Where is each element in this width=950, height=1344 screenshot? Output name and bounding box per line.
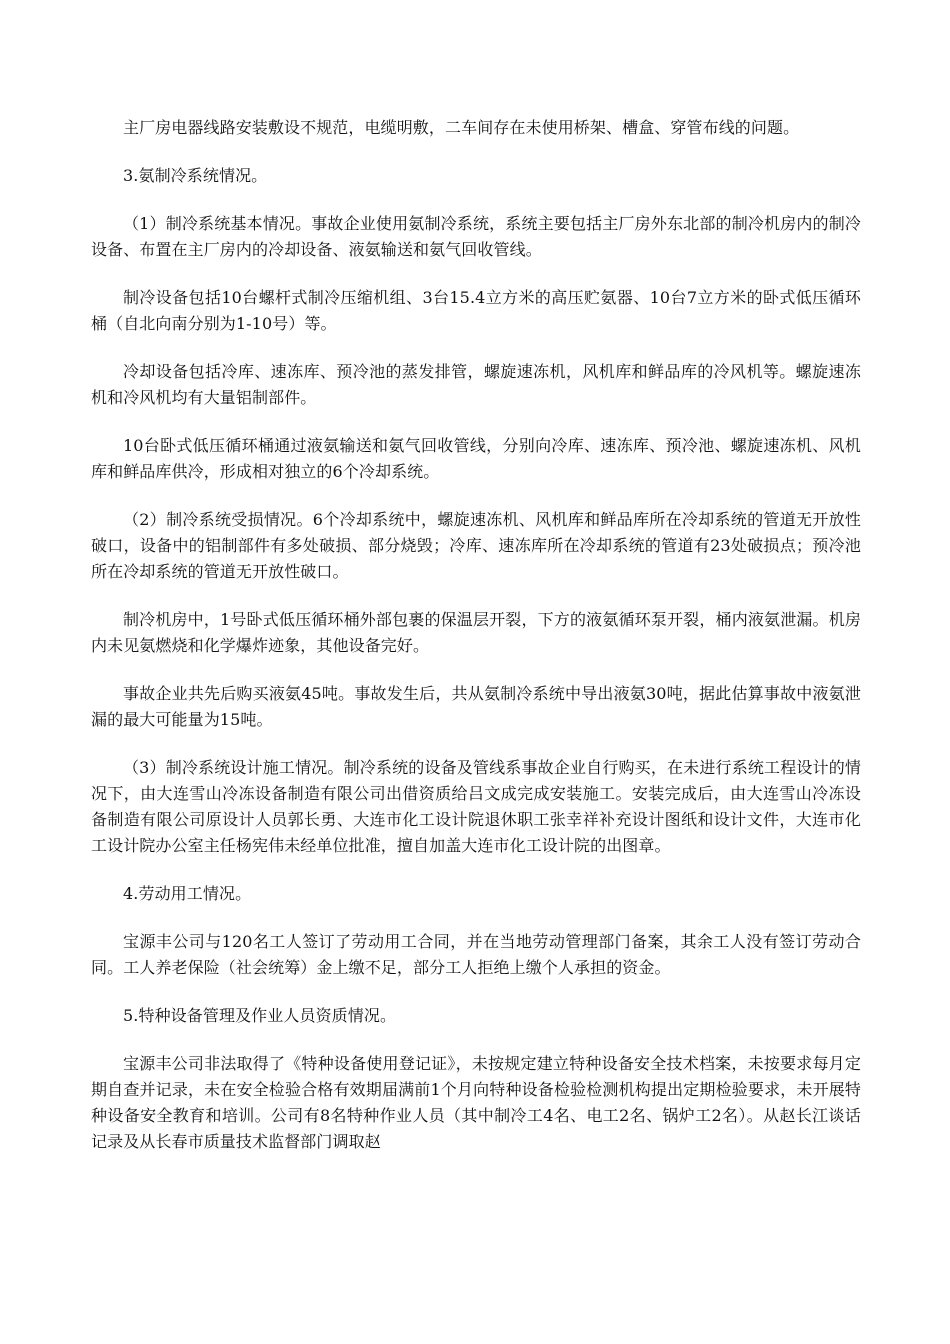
section-heading-special-equipment: 5.特种设备管理及作业人员资质情况。 (123, 1006, 397, 1025)
paragraph-wiring-issue: 主厂房电器线路安装敷设不规范，电缆明敷，二车间存在未使用桥架、槽盒、穿管布线的问题。 (123, 118, 800, 137)
paragraph-machine-room: 制冷机房中，1号卧式低压循环桶外部包裹的保温层开裂，下方的液氨循环泵开裂，桶内液氨泄漏。机房内未见氨燃烧和化学爆炸迹象，其他设备完好。 (91, 610, 861, 655)
paragraph-design-construction: （3）制冷系统设计施工情况。制冷系统的设备及管线系事故企业自行购买，在未进行系统工程设计的情况下，由大连雪山冷冻设备制造有限公司出借资质给吕文成完成安装施工。安装完成后，由大连雪山冷冻设备制造有限公司原设计人员郭长勇、大连市化工设计院退休职工张幸祥补充设计图纸和设计文件，大连市化工设计院办公室主任杨宪伟未经单位批准，擅自加盖大连市化工设计院的出图章。 (91, 758, 861, 855)
paragraph-special-equipment: 宝源丰公司非法取得了《特种设备使用登记证》，未按规定建立特种设备安全技术档案，未按要求每月定期自查并记录，未在安全检验合格有效期届满前1个月向特种设备检验检测机构提出定期检验要求，未开展特种设备安全教育和培训。公司有8名特种作业人员（其中制冷工4名、电工2名、锅炉工2名）。从赵长江谈话记录及从长春市质量技术监督部门调取赵 (91, 1054, 861, 1151)
section-heading-labor: 4.劳动用工情况。 (123, 884, 252, 903)
paragraph-ammonia-leak-estimate: 事故企业共先后购买液氨45吨。事故发生后，共从氨制冷系统中导出液氨30吨，据此估算事故中液氨泄漏的最大可能量为15吨。 (91, 684, 861, 729)
paragraph-cooling-equipment: 冷却设备包括冷库、速冻库、预冷池的蒸发排管，螺旋速冻机，风机库和鲜品库的冷风机等。螺旋速冻机和冷风机均有大量铝制部件。 (91, 362, 861, 407)
paragraph-refrigeration-basic: （1）制冷系统基本情况。事故企业使用氨制冷系统，系统主要包括主厂房外东北部的制冷机房内的制冷设备、布置在主厂房内的冷却设备、液氨输送和氨气回收管线。 (91, 214, 861, 259)
document-body (91, 115, 861, 1177)
section-heading-ammonia-refrigeration: 3.氨制冷系统情况。 (123, 166, 268, 185)
paragraph-refrigeration-equipment: 制冷设备包括10台螺杆式制冷压缩机组、3台15.4立方米的高压贮氨器、10台7立方米的卧式低压循环桶（自北向南分别为1-10号）等。 (91, 288, 861, 333)
paragraph-system-damage: （2）制冷系统受损情况。6个冷却系统中，螺旋速冻机、风机库和鲜品库所在冷却系统的管道无开放性破口，设备中的铝制部件有多处破损、部分烧毁；冷库、速冻库所在冷却系统的管道有23处破损点；预冷池所在冷却系统的管道无开放性破口。 (91, 510, 861, 581)
paragraph-labor-contracts: 宝源丰公司与120名工人签订了劳动用工合同，并在当地劳动管理部门备案，其余工人没有签订劳动合同。工人养老保险（社会统筹）金上缴不足，部分工人拒绝上缴个人承担的资金。 (91, 932, 861, 977)
paragraph-cooling-systems: 10台卧式低压循环桶通过液氨输送和氨气回收管线，分别向冷库、速冻库、预冷池、螺旋速冻机、风机库和鲜品库供冷，形成相对独立的6个冷却系统。 (91, 436, 861, 481)
